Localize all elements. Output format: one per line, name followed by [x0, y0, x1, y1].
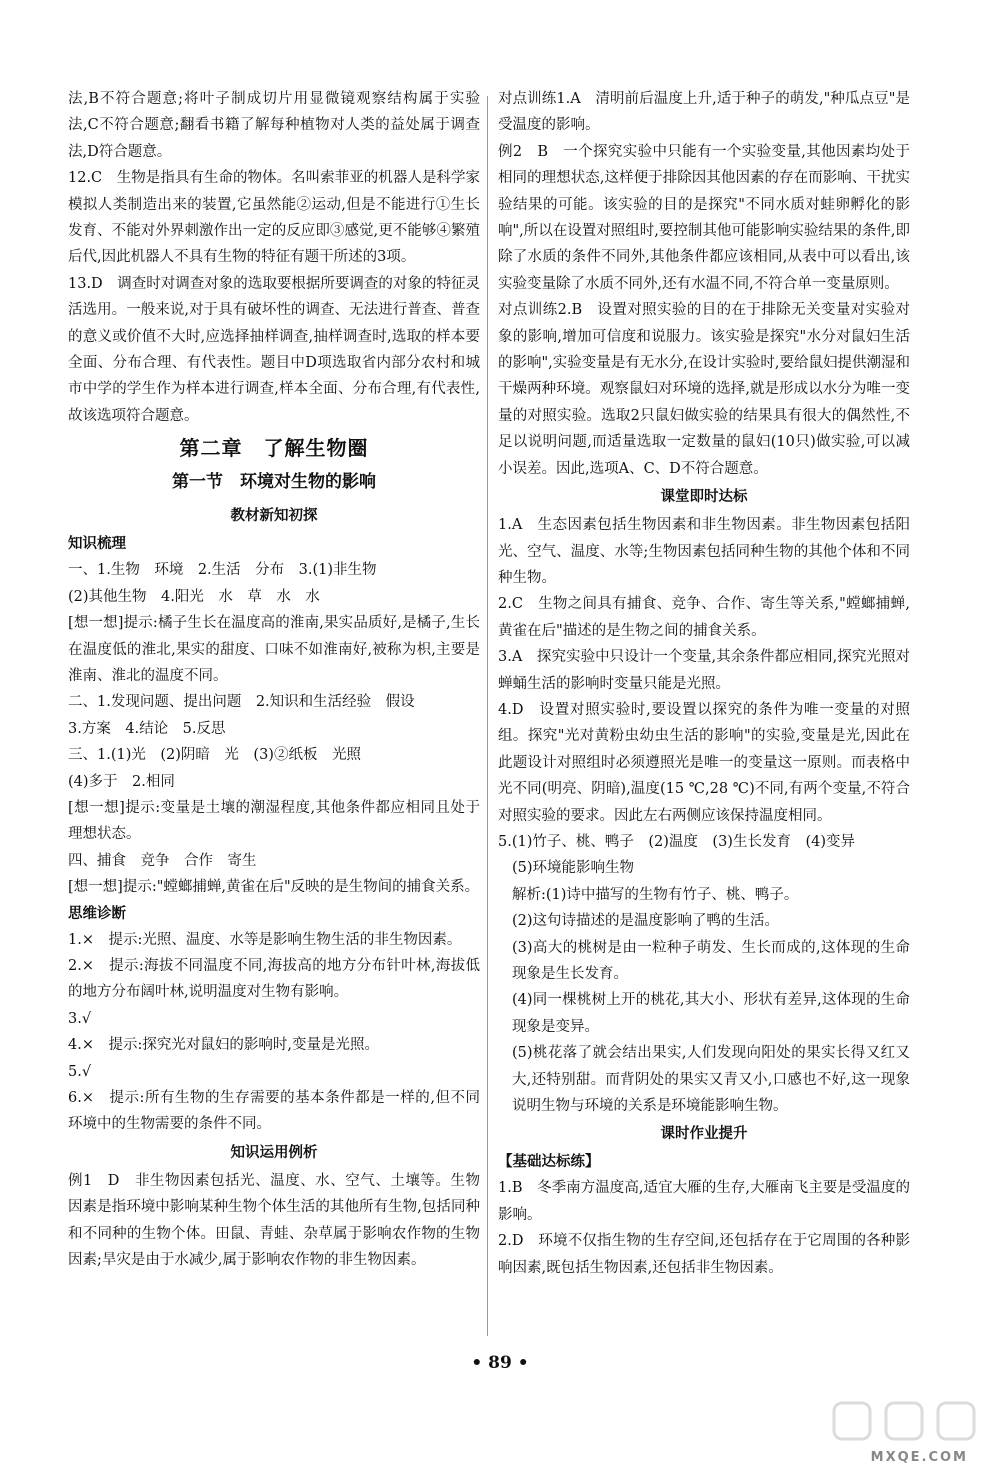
subsection-title: 课堂即时达标: [660, 488, 748, 506]
class-answer: (5)环境能影响生物: [512, 860, 635, 877]
watermark-text: MXQE.COM: [870, 1450, 968, 1465]
knowledge-line: 一、1.生物 环境 2.生活 分布 3.(1)非生物: [68, 562, 377, 579]
practice-2: 对点训练2.B 设置对照实验的目的在于排除无关变量对实验对象的影响,增加可信度和说服力。该实验是探究"水分对鼠妇生活的影响",实验变量是有无水分,在设计实验时,要给鼠妇提供潮湿和干燥两种环境。观察鼠妇对环境的选择,就是形成以水分为唯一变量的对照实验。选取2只鼠妇做实验的结果具有很大的偶然性,不足以说明问题,而适量选取一定数量的鼠妇(10只)做实验,可以减小误差。因此,选项A、C、D不符合题意。: [498, 302, 910, 477]
analysis-line: (5)桃花落了就会结出果实,人们发现向阳处的果实长得又红又大,还特别甜。而背阴处的果实又青又小,口感也不好,这一现象说明生物与环境的关系是环境能影响生物。: [512, 1045, 910, 1115]
answer-13: 13.D 调查时对调查对象的选取要根据所要调查的对象的特征灵活选用。一般来说,对于具有破坏性的调查、无法进行普查、普查的意义或价值不大时,应选择抽样调查,抽样调查时,选取的样本要全面、分布合理、有代表性。题目中D项选取省内部分农村和城市中学的学生作为样本进行调查,样本全面、分布合理,有代表性,故该选项符合题意。: [68, 275, 480, 424]
subsection-title: 教材新知初探: [230, 507, 318, 525]
diagnosis-item: 5.√: [68, 1063, 92, 1080]
think-hint: [想一想]提示:变量是土壤的潮湿程度,其他条件都应相同且处于理想状态。: [68, 799, 480, 843]
diagnosis-item: 4.× 提示:探究光对鼠妇的影响时,变量是光照。: [68, 1037, 379, 1054]
diagnosis-item: 2.× 提示:海拔不同温度不同,海拔高的地方分布针叶林,海拔低的地方分布阔叶林,说明温度对生物有影响。: [68, 957, 480, 1001]
think-hint: [想一想]提示:橘子生长在温度高的淮南,果实品质好,是橘子,生长在温度低的淮北,果实的甜度、口味不如淮南好,被称为枳,主要是淮南、淮北的温度不同。: [68, 615, 480, 684]
page-number: • 89 •: [471, 1353, 529, 1373]
knowledge-line: (4)多于 2.相同: [68, 773, 175, 790]
knowledge-line: (2)其他生物 4.阳光 水 草 水 水: [68, 588, 320, 605]
homework-answer: 1.B 冬季南方温度高,适宜大雁的生存,大雁南飞主要是受温度的影响。: [498, 1180, 910, 1223]
class-answer: 5.(1)竹子、桃、鸭子 (2)温度 (3)生长发育 (4)变异: [498, 833, 855, 850]
left-column: [68, 86, 480, 1273]
diagnosis-item: 3.√: [68, 1010, 92, 1027]
knowledge-line: 二、1.发现问题、提出问题 2.知识和生活经验 假设: [68, 694, 415, 711]
think-hint: [想一想]提示:"螳螂捕蝉,黄雀在后"反映的是生物间的捕食关系。: [68, 879, 480, 896]
example-1: 例1 D 非生物因素包括光、温度、水、空气、土壤等。生物因素是指环境中影响某种生物个体生活的其他所有生物,包括同种和不同种的生物个体。田鼠、青蛙、杂草属于影响农作物的生物因素;旱灾是由于水减少,属于影响农作物的非生物因素。: [68, 1172, 480, 1269]
subsection-title: 课时作业提升: [660, 1125, 748, 1143]
right-column: [498, 86, 910, 1281]
answer-text: 法,B不符合题意;将叶子制成切片用显微镜观察结构属于实验法,C不符合题意;翻看书籍了解每种植物对人类的益处属于调查法,D符合题意。: [68, 91, 480, 160]
knowledge-line: 三、1.(1)光 (2)阴暗 光 (3)②纸板 光照: [68, 747, 361, 764]
label-diagnosis: 思维诊断: [68, 904, 126, 922]
knowledge-line: 3.方案 4.结论 5.反思: [68, 720, 226, 737]
analysis-line: (3)高大的桃树是由一粒种子萌发、生长而成的,这体现的生命现象是生长发育。: [512, 939, 910, 982]
homework-answer: 2.D 环境不仅指生物的生存空间,还包括存在于它周围的各种影响因素,既包括生物因素,还包括非生物因素。: [498, 1233, 910, 1276]
label-knowledge: 知识梳理: [68, 535, 126, 553]
example-2: 例2 B 一个探究实验中只能有一个实验变量,其他因素均处于相同的理想状态,这样便于排除因其他因素的存在而影响、干扰实验结果的可能。该实验的目的是探究"不同水质对蛙卵孵化的影响",所以在设置对照组时,要控制其他可能影响实验结果的条件,即除了水质的条件不同外,其他条件都应该相同,从表中可以看出,该实验变量除了水质不同外,还有水温不同,不符合单一变量原则。: [498, 143, 910, 292]
analysis-line: (4)同一棵桃树上开的桃花,其大小、形状有差异,这体现的生命现象是变异。: [512, 992, 910, 1035]
analysis-line: 解析:(1)诗中描写的生物有竹子、桃、鸭子。: [512, 886, 799, 903]
knowledge-line: 四、捕食 竞争 合作 寄生: [68, 852, 257, 869]
label-basic: 【基础达标练】: [498, 1153, 600, 1171]
class-answer: 2.C 生物之间具有捕食、竞争、合作、寄生等关系,"螳螂捕蝉,黄雀在后"描述的是生物之间的捕食关系。: [498, 596, 910, 639]
answer-12: 12.C 生物是指具有生命的物体。名叫索菲亚的机器人是科学家模拟人类制造出来的装置,它虽然能②运动,但是不能进行①生长发育、不能对外界刺激作出一定的反应即③感觉,更不能够④繁殖后代,因此机器人不具有生物的特征有题干所述的3项。: [68, 170, 480, 266]
analysis-line: (2)这句诗描述的是温度影响了鸭的生活。: [512, 913, 780, 930]
column-divider: [487, 96, 488, 1336]
subsection-title: 知识运用例析: [230, 1143, 318, 1161]
class-answer: 1.A 生态因素包括生物因素和非生物因素。非生物因素包括阳光、空气、温度、水等;生物因素包括同种生物的其他个体和不同种生物。: [498, 517, 910, 586]
class-answer: 4.D 设置对照实验时,要设置以探究的条件为唯一变量的对照组。探究"光对黄粉虫幼虫生活的影响"的实验,变量是光,因此在此题设计对照组时必须遵照光是唯一的变量这一原则。而表格中光不同(明亮、阴暗),温度(15 ℃,28 ℃)不同,有两个变量,不符合对照实验的要求。因此左右两侧应该保持温度相同。: [498, 701, 910, 824]
class-answer: 3.A 探究实验中只设计一个变量,其余条件都应相同,探究光照对蝉蛹生活的影响时变量只能是光照。: [498, 649, 910, 692]
diagnosis-item: 1.× 提示:光照、温度、水等是影响生物生活的非生物因素。: [68, 931, 462, 948]
diagnosis-item: 6.× 提示:所有生物的生存需要的基本条件都是一样的,但不同环境中的生物需要的条件不同。: [68, 1090, 480, 1133]
practice-1: 对点训练1.A 清明前后温度上升,适于种子的萌发,"种瓜点豆"是受温度的影响。: [498, 91, 910, 134]
section-title: 第一节 环境对生物的影响: [172, 472, 376, 493]
chapter-title: 第二章 了解生物圈: [179, 436, 369, 461]
